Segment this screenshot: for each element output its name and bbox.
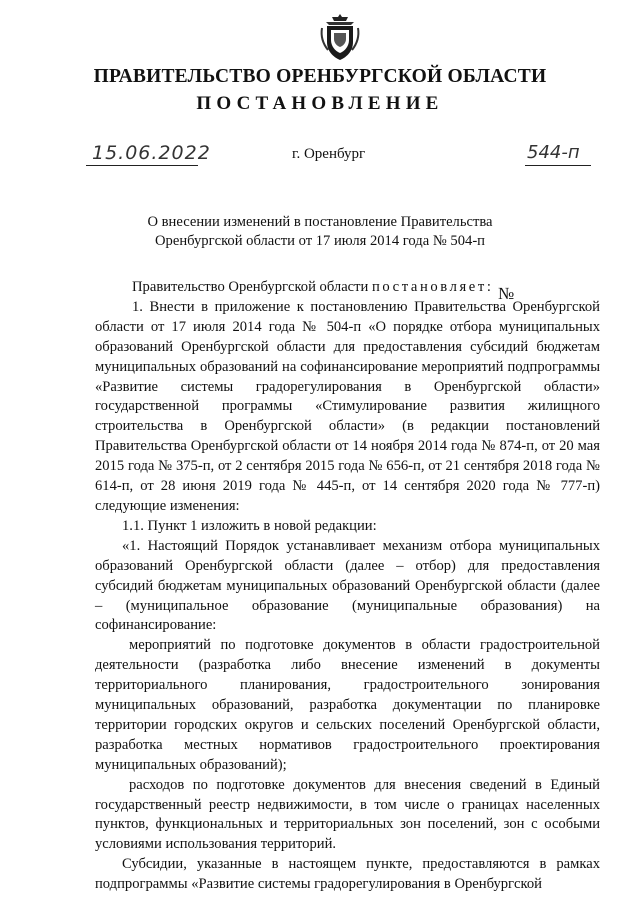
subject-line-1: О внесении изменений в постановление Правительства	[147, 214, 493, 230]
intro-lead: Правительство Оренбургской области	[132, 279, 369, 295]
document-number: 544-п	[527, 142, 580, 163]
document-date: 15.06.2022	[92, 142, 211, 164]
date-underline	[86, 165, 198, 166]
document-type-title: ПОСТАНОВЛЕНИЕ	[196, 93, 444, 114]
paragraph-1-1: 1.1. Пункт 1 изложить в новой редакции:	[122, 517, 377, 534]
subject-line-2: Оренбургской области от 17 июля 2014 года № 504-п	[155, 233, 485, 249]
intro-paragraph	[95, 278, 600, 298]
paragraph-expenses: расходов по подготовке документов для внесения сведений в Единый государственный реестр недвижимости, в том числе о границах населенных пунктов, функциональных и территориальных зон поселений, зон с особыми условиями использования территорий.	[95, 776, 600, 853]
coat-of-arms-icon	[318, 12, 362, 62]
document-city: г. Оренбург	[292, 146, 366, 162]
document-body	[95, 278, 600, 895]
paragraph-measures: мероприятий по подготовке документов в области градостроительной деятельности (разработка либо внесение изменений в документы территориального планирования, градостроительного зонирования муниципальных образований, разработка документации по планировке территории городских округов и сельских поселений Оренбургской области, разработка местных нормативов градостроительного проектирования муниципальных образований);	[95, 637, 600, 773]
document-subject	[0, 213, 640, 251]
organization-title: ПРАВИТЕЛЬСТВО ОРЕНБУРГСКОЙ ОБЛАСТИ	[93, 66, 547, 87]
paragraph-point-1: «1. Настоящий Порядок устанавливает механизм отбора муниципальных образований Оренбургской области (далее – отбор) для предоставления субсидий бюджетам муниципальных образований Оренбургской области (далее – (муниципальное образование (муниципальные образования) на софинансирование:	[95, 537, 600, 634]
intro-verb: постановляет:	[372, 279, 494, 295]
number-underline	[525, 165, 591, 166]
number-label: №	[498, 284, 515, 303]
paragraph-subsidies: Субсидии, указанные в настоящем пункте, предоставляются в рамках подпрограммы «Развитие системы градорегулирования в Оренбургской	[95, 856, 600, 893]
paragraph-1: 1. Внести в приложение к постановлению Правительства Оренбургской области от 17 июля 2014 года № 504-п «О порядке отбора муниципальных образований Оренбургской области для предоставления субсидий бюджетам муниципальных образований на софинансирование мероприятий подпрограммы «Развитие системы градорегулирования в Оренбургской области» государственной программы «Стимулирование развития жилищного строительства в Оренбургской области» (в редакции постановлений Правительства Оренбургской области от 14 ноября 2014 года № 874-п, от 20 мая 2015 года № 375-п, от 2 сентября 2015 года № 656-п, от 21 сентября 2018 года № 614-п, от 28 июня 2019 года № 445-п, от 14 сентября 2020 года № 777-п) следующие изменения:	[95, 298, 600, 514]
